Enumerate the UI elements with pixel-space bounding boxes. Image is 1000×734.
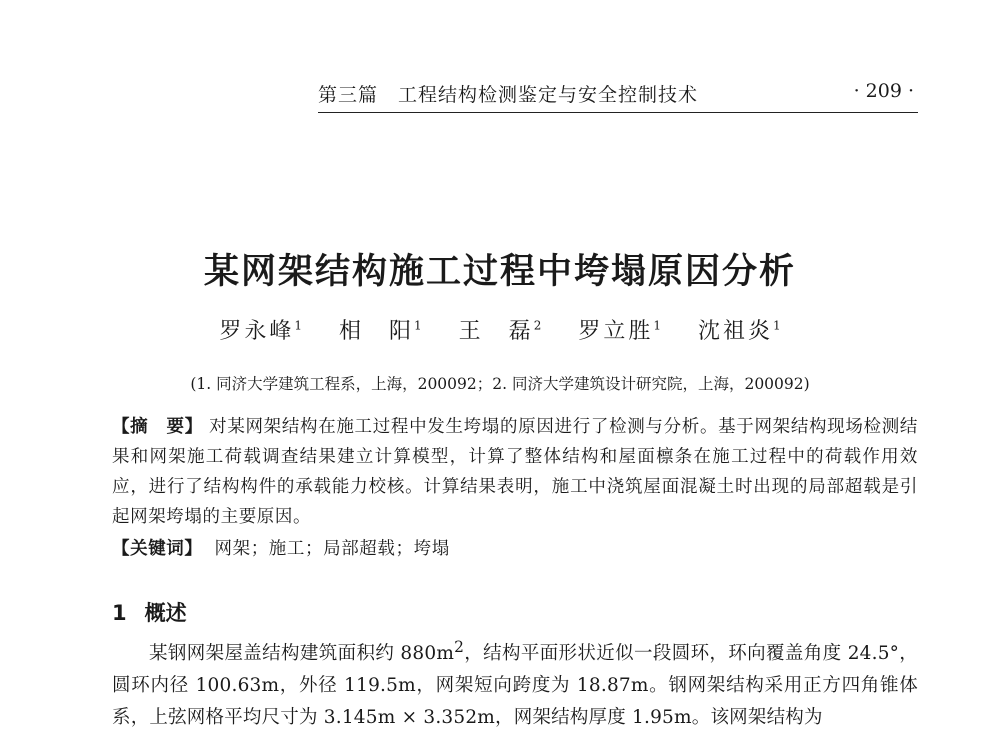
author-name: 罗永峰 — [219, 319, 295, 344]
section-title: 概述 — [144, 601, 187, 625]
paragraph-text-start: 某钢网架屋盖结构建筑面积约 880m — [149, 643, 455, 665]
abstract — [112, 412, 918, 532]
author-name: 相 阳 — [339, 319, 415, 344]
section-heading — [112, 597, 187, 627]
keywords-label: 【关键词】 — [112, 539, 203, 559]
header-section-title: 第三篇 工程结构检测鉴定与安全控制技术 — [318, 84, 699, 106]
author-name: 罗立胜 — [578, 319, 654, 344]
section-number: 1 — [112, 601, 127, 625]
author-name: 王 磊 — [458, 319, 534, 344]
abstract-label: 【摘 要】 — [112, 417, 203, 437]
author-affil-mark: 1 — [294, 318, 303, 333]
paragraph-text-rest: ，结构平面形状近似一段圆环，环向覆盖角度 24.5°，圆环内径 100.63m，外径 119.5m，网架短向跨度为 18.87m。钢网架结构采用正方四角锥体系，上弦网格平均尺寸为 3.145m × 3.352m，网架结构厚度 1.95m。该网架结构为 — [112, 643, 918, 729]
author-affil-mark: 1 — [653, 318, 661, 333]
author-affil-mark: 1 — [414, 318, 422, 333]
author — [219, 319, 302, 344]
author — [698, 319, 781, 344]
body-paragraph — [112, 631, 918, 734]
author-name: 沈祖炎 — [697, 319, 773, 344]
keywords-text: 网架；施工；局部超载；垮塌 — [214, 539, 450, 559]
author-affil-mark: 2 — [533, 318, 542, 333]
page-number: · 209 · — [853, 80, 914, 102]
running-header — [318, 72, 918, 113]
area-unit-superscript: 2 — [454, 638, 465, 656]
author — [578, 319, 661, 344]
author — [339, 319, 422, 344]
abstract-text: 对某网架结构在施工过程中发生垮塌的原因进行了检测与分析。基于网架结构现场检测结果和网架施工荷载调查结果建立计算模型，计算了整体结构和屋面檩条在施工过程中的荷载作用效应，进行了结构构件的承载能力校核。计算结果表明，施工中浇筑屋面混凝土时出现的局部超载是引起网架垮塌的主要原因。 — [112, 417, 918, 527]
paper-title: 某网架结构施工过程中垮塌原因分析 — [203, 252, 796, 292]
author-list — [0, 314, 1000, 345]
keywords — [112, 534, 918, 564]
author — [459, 319, 542, 344]
affiliations: (1. 同济大学建筑工程系，上海，200092；2. 同济大学建筑设计研究院，上海，200092) — [190, 375, 810, 393]
author-affil-mark: 1 — [773, 318, 781, 333]
